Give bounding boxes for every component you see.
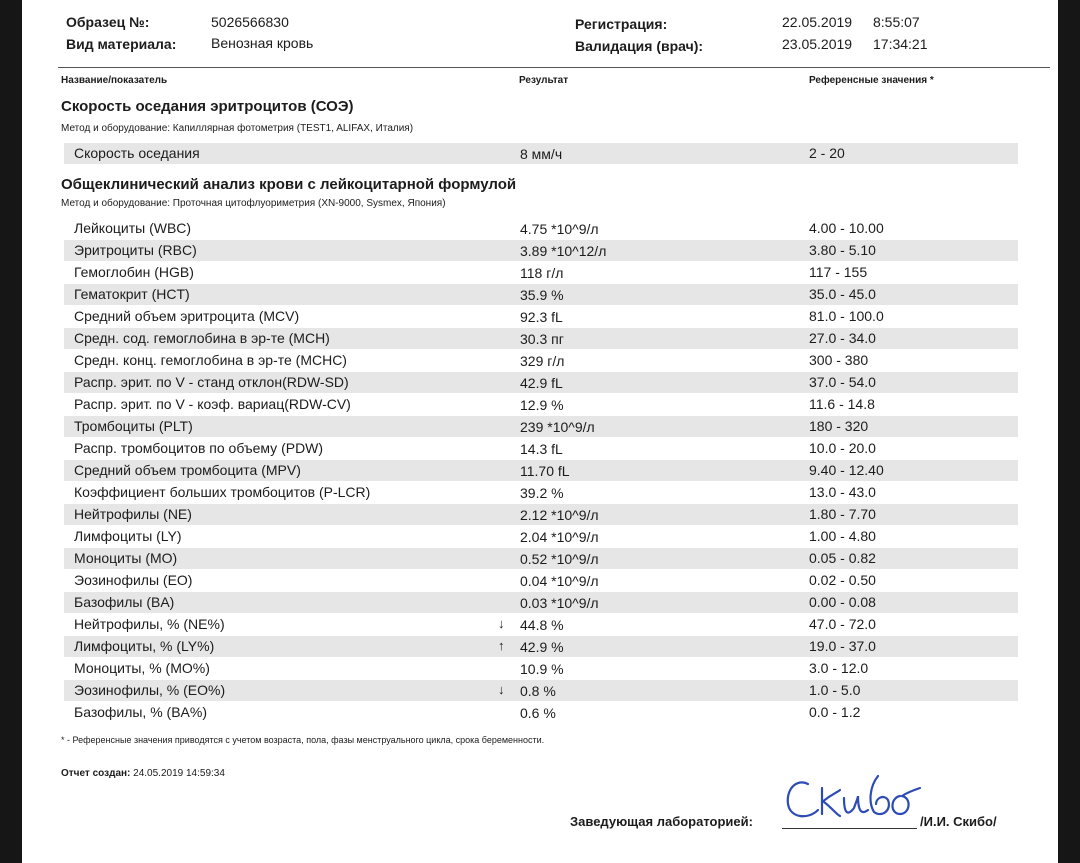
reference-range-cell: 4.00 - 10.00	[809, 220, 884, 236]
lab-report-page	[22, 0, 1058, 863]
result-value-cell: 35.9 %	[520, 287, 564, 303]
table-row	[64, 614, 1018, 635]
reference-range-cell: 0.02 - 0.50	[809, 572, 876, 588]
test-name-cell: Средний объем эритроцита (MCV)	[74, 308, 300, 324]
esr-section-title: Скорость оседания эритроцитов (СОЭ)	[61, 98, 354, 115]
table-row	[64, 350, 1018, 371]
material-value: Венозная кровь	[211, 35, 314, 51]
result-value-cell: 0.04 *10^9/л	[520, 573, 599, 589]
test-name-cell: Средн. сод. гемоглобина в эр-те (MCH)	[74, 330, 330, 346]
test-name-cell: Эритроциты (RBC)	[74, 242, 197, 258]
test-name-cell: Коэффициент больших тромбоцитов (P-LCR)	[74, 484, 371, 500]
material-label: Вид материала:	[66, 36, 177, 52]
table-row	[64, 284, 1018, 305]
reference-range-cell: 11.6 - 14.8	[809, 396, 875, 412]
registration-time: 8:55:07	[873, 14, 920, 30]
test-name-cell: Распр. эрит. по V - станд отклон(RDW-SD)	[74, 374, 349, 390]
test-name-cell: Распр. тромбоцитов по объему (PDW)	[74, 440, 324, 456]
table-row	[64, 438, 1018, 459]
reference-range-cell: 47.0 - 72.0	[809, 616, 876, 632]
reference-range-cell: 0.00 - 0.08	[809, 594, 876, 610]
table-row	[64, 328, 1018, 349]
test-name-cell: Тромбоциты (PLT)	[74, 418, 193, 434]
reference-range-cell: 37.0 - 54.0	[809, 374, 876, 390]
table-row	[64, 658, 1018, 679]
reference-range-cell: 2 - 20	[809, 145, 845, 161]
result-value-cell: 8 мм/ч	[520, 146, 563, 162]
lab-head-name: /И.И. Скибо/	[920, 814, 997, 829]
test-name-cell: Лейкоциты (WBC)	[74, 220, 192, 236]
reference-range-cell: 0.05 - 0.82	[809, 550, 876, 566]
result-value-cell: 30.3 пг	[520, 331, 564, 347]
result-value-cell: 2.04 *10^9/л	[520, 529, 599, 545]
sample-number-label: Образец №:	[66, 14, 150, 30]
validation-date: 23.05.2019	[782, 36, 853, 52]
table-row	[64, 592, 1018, 613]
cbc-method: Метод и оборудование: Проточная цитофлуориметрия (XN-9000, Sysmex, Япония)	[61, 198, 446, 209]
result-value-cell: 44.8 %	[520, 617, 564, 633]
test-name-cell: Моноциты (MO)	[74, 550, 178, 566]
table-row	[64, 460, 1018, 481]
reference-footnote: * - Референсные значения приводятся с учетом возраста, пола, фазы менструального цикла, срока беременности.	[61, 735, 545, 745]
result-value-cell: 2.12 *10^9/л	[520, 507, 599, 523]
test-name-cell: Эозинофилы (EO)	[74, 572, 193, 588]
reference-range-cell: 27.0 - 34.0	[809, 330, 876, 346]
table-row	[64, 570, 1018, 591]
esr-method: Метод и оборудование: Капиллярная фотометрия (TEST1, ALIFAX, Италия)	[61, 123, 414, 134]
test-name-cell: Распр. эрит. по V - коэф. вариац(RDW-CV)	[74, 396, 351, 412]
test-name-cell: Нейтрофилы (NE)	[74, 506, 192, 522]
header-divider	[58, 67, 1050, 68]
reference-range-cell: 180 - 320	[809, 418, 869, 434]
result-value-cell: 42.9 fL	[520, 375, 563, 391]
result-flag-icon: ↑	[498, 638, 505, 653]
table-row	[64, 416, 1018, 437]
registration-date: 22.05.2019	[782, 14, 853, 30]
test-name-cell: Гемоглобин (HGB)	[74, 264, 194, 280]
result-value-cell: 11.70 fL	[520, 463, 570, 479]
reference-range-cell: 0.0 - 1.2	[809, 704, 861, 720]
result-flag-icon: ↓	[498, 616, 505, 631]
table-row	[64, 482, 1018, 503]
reference-range-cell: 19.0 - 37.0	[809, 638, 876, 654]
reference-range-cell: 13.0 - 43.0	[809, 484, 876, 500]
result-value-cell: 0.03 *10^9/л	[520, 595, 599, 611]
column-reference-heading: Референсные значения *	[809, 75, 934, 86]
reference-range-cell: 1.0 - 5.0	[809, 682, 861, 698]
result-value-cell: 14.3 fL	[520, 441, 563, 457]
result-flag-icon: ↓	[498, 682, 505, 697]
reference-range-cell: 3.80 - 5.10	[809, 242, 876, 258]
result-value-cell: 239 *10^9/л	[520, 419, 595, 435]
column-result-heading: Результат	[519, 75, 569, 86]
table-row	[64, 702, 1018, 723]
column-name-heading: Название/показатель	[61, 75, 168, 86]
result-value-cell: 3.89 *10^12/л	[520, 243, 607, 259]
reference-range-cell: 35.0 - 45.0	[809, 286, 876, 302]
test-name-cell: Моноциты, % (MO%)	[74, 660, 210, 676]
test-name-cell: Гематокрит (HCT)	[74, 286, 190, 302]
test-name-cell: Лимфоциты (LY)	[74, 528, 182, 544]
test-name-cell: Эозинофилы, % (EO%)	[74, 682, 226, 698]
reference-range-cell: 9.40 - 12.40	[809, 462, 884, 478]
report-created-value: 24.05.2019 14:59:34	[133, 768, 225, 779]
table-row	[64, 143, 1018, 164]
reference-range-cell: 1.80 - 7.70	[809, 506, 876, 522]
reference-range-cell: 3.0 - 12.0	[809, 660, 869, 676]
test-name-cell: Скорость оседания	[74, 145, 200, 161]
table-row	[64, 240, 1018, 261]
test-name-cell: Базофилы (BA)	[74, 594, 175, 610]
report-created-label: Отчет создан:	[61, 768, 131, 779]
table-row	[64, 548, 1018, 569]
result-value-cell: 39.2 %	[520, 485, 564, 501]
result-value-cell: 10.9 %	[520, 661, 564, 677]
table-row	[64, 262, 1018, 283]
result-value-cell: 4.75 *10^9/л	[520, 221, 599, 237]
test-name-cell: Лимфоциты, % (LY%)	[74, 638, 215, 654]
test-name-cell: Средн. конц. гемоглобина в эр-те (MCHC)	[74, 352, 347, 368]
report-created	[61, 768, 225, 779]
handwritten-signature	[778, 768, 928, 830]
reference-range-cell: 81.0 - 100.0	[809, 308, 884, 324]
result-value-cell: 92.3 fL	[520, 309, 563, 325]
reference-range-cell: 1.00 - 4.80	[809, 528, 876, 544]
registration-label: Регистрация:	[575, 16, 668, 32]
table-row	[64, 636, 1018, 657]
result-value-cell: 0.8 %	[520, 683, 556, 699]
result-value-cell: 0.52 *10^9/л	[520, 551, 599, 567]
reference-range-cell: 10.0 - 20.0	[809, 440, 876, 456]
sample-number-value: 5026566830	[211, 14, 289, 30]
table-row	[64, 218, 1018, 239]
result-value-cell: 12.9 %	[520, 397, 564, 413]
reference-range-cell: 117 - 155	[809, 264, 868, 280]
lab-head-label: Заведующая лабораторией:	[570, 814, 753, 829]
result-value-cell: 42.9 %	[520, 639, 564, 655]
table-row	[64, 394, 1018, 415]
test-name-cell: Нейтрофилы, % (NE%)	[74, 616, 225, 632]
table-row	[64, 504, 1018, 525]
table-row	[64, 526, 1018, 547]
reference-range-cell: 300 - 380	[809, 352, 869, 368]
validation-label: Валидация (врач):	[575, 38, 704, 54]
validation-time: 17:34:21	[873, 36, 928, 52]
test-name-cell: Средний объем тромбоцита (MPV)	[74, 462, 301, 478]
table-row	[64, 372, 1018, 393]
table-row	[64, 680, 1018, 701]
table-row	[64, 306, 1018, 327]
result-value-cell: 329 г/л	[520, 353, 565, 369]
result-value-cell: 118 г/л	[520, 265, 564, 281]
test-name-cell: Базофилы, % (BA%)	[74, 704, 207, 720]
result-value-cell: 0.6 %	[520, 705, 556, 721]
cbc-section-title: Общеклинический анализ крови с лейкоцитарной формулой	[61, 176, 517, 193]
